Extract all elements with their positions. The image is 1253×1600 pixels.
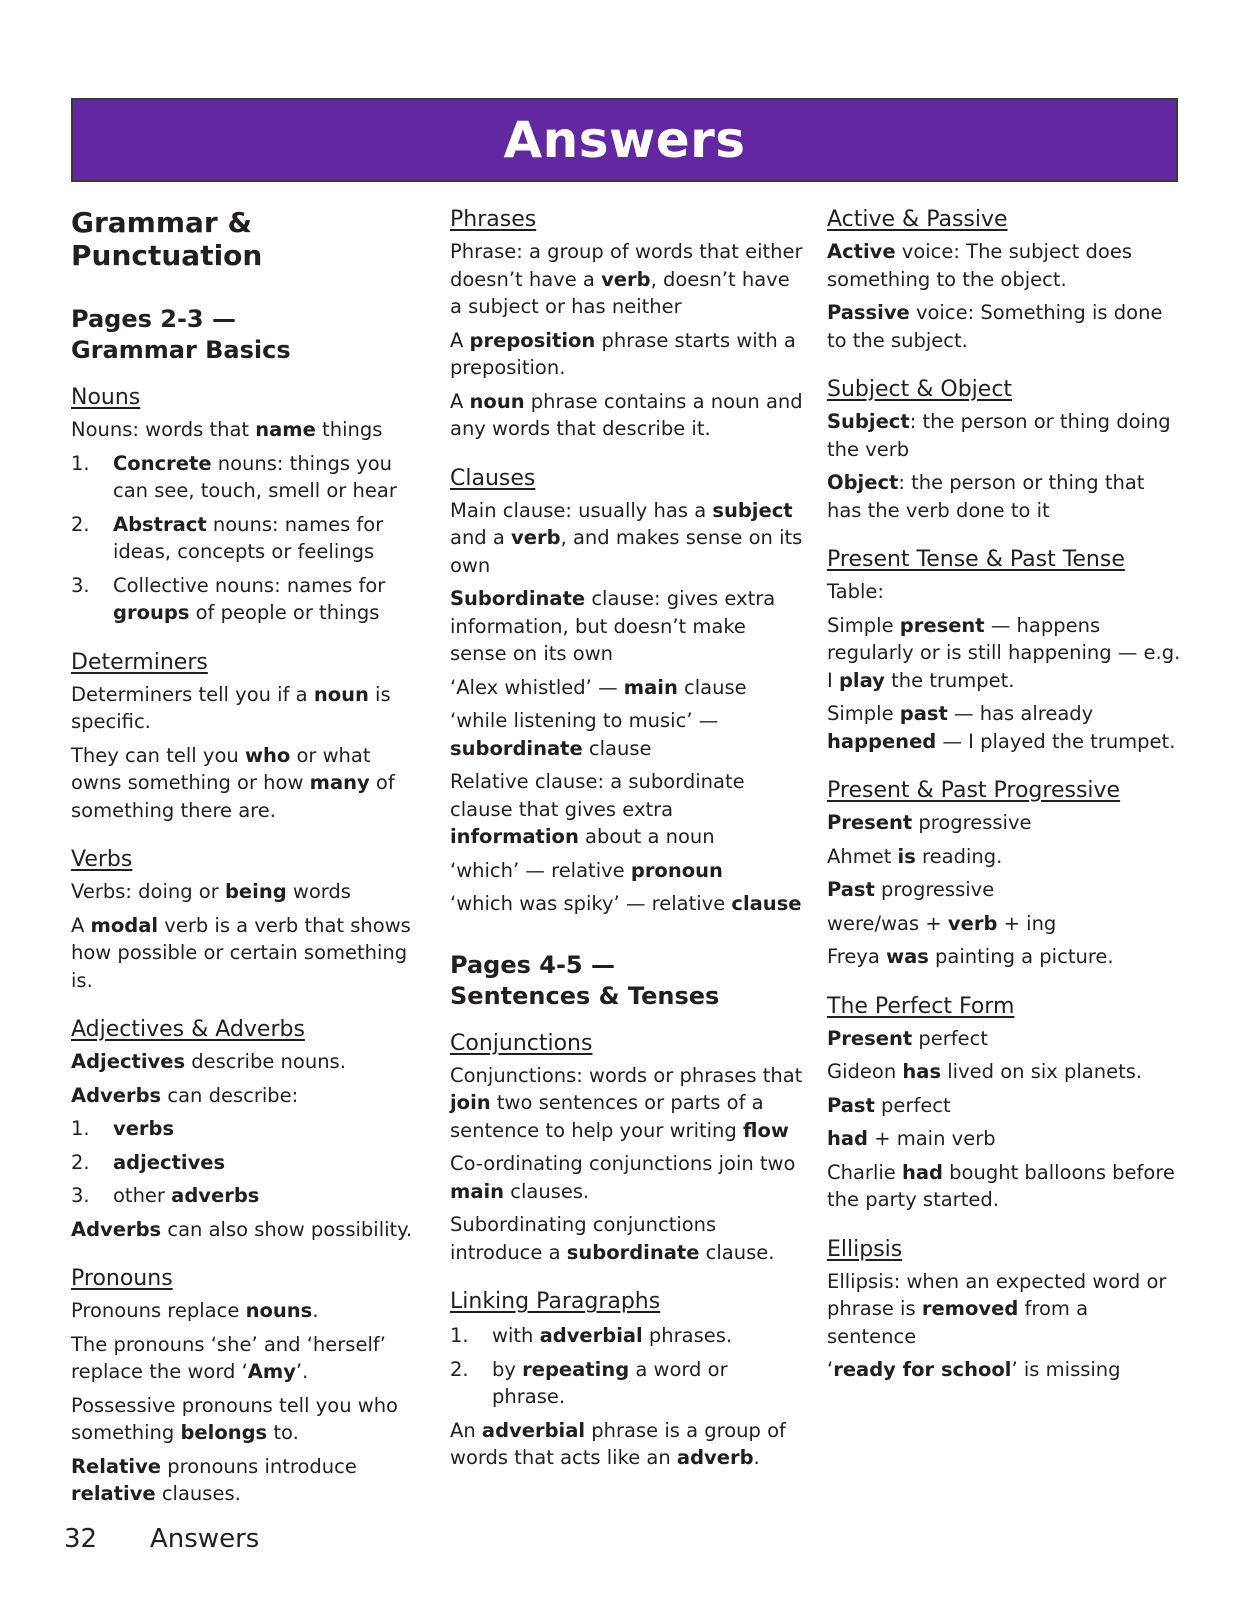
list-item: 2. Abstract nouns: names for ideas, concepts or feelings — [71, 512, 384, 563]
conjunctions-text: Subordinating conjunctions introduce a subordinate clause. — [450, 1213, 775, 1264]
tense-text: Table: — [827, 580, 884, 603]
clauses-text: ‘which was spiky’ — relative clause — [450, 892, 802, 915]
clauses-text: ‘while listening to music’ — subordinate clause — [450, 709, 719, 760]
determiners-text: They can tell you who or what owns something or how many of something there are. — [71, 743, 395, 822]
pronouns-text: Relative pronouns introduce relative clauses. — [71, 1454, 357, 1505]
tense-text: Simple present — happens regularly or is still happening — e.g. I play the trumpet. — [827, 613, 1181, 692]
progressive-text: Ahmet is reading. — [827, 844, 1003, 868]
list-item: 2. adjectives — [71, 1150, 226, 1174]
conjunctions-text: Conjunctions: words or phrases that join two sentences or parts of a sentence to help your writing flow — [450, 1063, 803, 1142]
subject-object-text: Subject: the person or thing doing the verb — [827, 410, 1171, 461]
heading-adjectives-adverbs: Adjectives & Adverbs — [71, 1017, 305, 1042]
page-title-sentences-tenses: Pages 4-5 — Sentences & Tenses — [450, 950, 720, 1010]
list-item: 1. with adverbial phrases. — [450, 1324, 733, 1347]
section-title: Grammar & Punctuation — [71, 206, 263, 272]
heading-nouns: Nouns — [71, 385, 141, 410]
clauses-text: Relative clause: a subordinate clause that gives extra information about a noun — [450, 770, 745, 848]
perfect-text: Charlie had bought balloons before the party started. — [827, 1160, 1175, 1211]
adverbs-list — [71, 1115, 421, 1210]
list-item: 3. Collective nouns: names for groups of people or things — [71, 573, 386, 624]
active-passive-text: Active voice: The subject does something to the object. — [827, 240, 1132, 291]
clauses-text: Subordinate clause: gives extra information, but doesn’t make sense on its own — [450, 587, 776, 665]
footer-label: Answers — [150, 1524, 260, 1554]
heading-determiners: Determiners — [71, 649, 208, 675]
nouns-intro: Nouns: words that name things — [71, 418, 383, 441]
page-footer — [64, 1523, 259, 1555]
list-item: 1. verbs — [71, 1117, 175, 1140]
conjunctions-text: Co-ordinating conjunctions join two main clauses. — [450, 1152, 796, 1203]
answers-banner — [71, 98, 1178, 182]
heading-ellipsis: Ellipsis — [827, 1236, 903, 1262]
ellipsis-text: Ellipsis: when an expected word or phrase is removed from a sentence — [827, 1269, 1167, 1348]
determiners-text: Determiners tell you if a noun is specific. — [71, 682, 391, 733]
heading-linking-paragraphs: Linking Paragraphs — [450, 1289, 661, 1314]
list-item: 3. other adverbs — [71, 1184, 260, 1207]
page-number: 32 — [64, 1524, 98, 1554]
column-2 — [450, 206, 805, 1472]
clauses-text: ‘which’ — relative pronoun — [450, 858, 723, 882]
active-passive-text: Passive voice: Something is done to the subject. — [827, 301, 1163, 352]
nouns-list — [71, 450, 421, 627]
page-title-grammar-basics: Pages 2-3 — Grammar Basics — [71, 305, 291, 364]
perfect-text: Gideon has lived on six planets. — [827, 1060, 1143, 1083]
heading-clauses: Clauses — [450, 465, 536, 491]
pronouns-text: The pronouns ‘she’ and ‘herself’ replace the word ‘Amy’. — [71, 1332, 386, 1383]
pronouns-text: Pronouns replace nouns. — [71, 1299, 319, 1322]
list-item: 1. Concrete nouns: things you can see, touch, smell or hear — [71, 451, 397, 502]
progressive-text: Present progressive — [827, 811, 1032, 834]
phrases-text: A preposition phrase starts with a preposition. — [450, 328, 796, 379]
adj-adv-text: Adjectives describe nouns. — [71, 1050, 346, 1073]
subject-object-text: Object: the person or thing that has the verb done to it — [827, 471, 1145, 522]
progressive-text: were/was + verb + ing — [827, 911, 1057, 935]
pronouns-text: Possessive pronouns tell you who something belongs to. — [71, 1393, 398, 1444]
banner-title: Answers — [503, 111, 746, 169]
adj-adv-text: Adverbs can describe: — [71, 1083, 299, 1107]
heading-pronouns: Pronouns — [71, 1266, 173, 1291]
heading-subject-object: Subject & Object — [827, 377, 1013, 402]
heading-tense: Present Tense & Past Tense — [827, 547, 1125, 572]
perfect-text: Past perfect — [827, 1093, 951, 1117]
progressive-text: Freya was painting a picture. — [827, 945, 1114, 968]
adj-adv-text: Adverbs can also show possibility. — [71, 1217, 413, 1241]
clauses-text: Main clause: usually has a subject and a verb, and makes sense on its own — [450, 498, 803, 577]
verbs-text: A modal verb is a verb that shows how possible or certain something is. — [71, 913, 411, 992]
heading-progressive: Present & Past Progressive — [827, 778, 1121, 803]
heading-conjunctions: Conjunctions — [450, 1030, 593, 1056]
ellipsis-text: ‘ready for school’ is missing — [827, 1358, 1121, 1381]
list-item: 2. by repeating a word or phrase. — [450, 1357, 728, 1408]
verbs-text: Verbs: doing or being words — [71, 880, 351, 903]
tense-text: Simple past — has already happened — I played the trumpet. — [827, 702, 1176, 753]
clauses-text: ‘Alex whistled’ — main clause — [450, 675, 747, 699]
perfect-text: Present perfect — [827, 1026, 988, 1050]
heading-active-passive: Active & Passive — [827, 207, 1008, 232]
heading-perfect-form: The Perfect Form — [827, 993, 1015, 1019]
linking-text: An adverbial phrase is a group of words that acts like an adverb. — [450, 1418, 786, 1469]
progressive-text: Past progressive — [827, 878, 995, 901]
linking-list — [450, 1322, 805, 1411]
heading-verbs: Verbs — [71, 847, 133, 872]
perfect-text: had + main verb — [827, 1127, 996, 1150]
column-1 — [71, 206, 421, 1508]
phrases-text: Phrase: a group of words that either doesn’t have a verb, doesn’t have a subject or has neither — [450, 240, 803, 318]
phrases-text: A noun phrase contains a noun and any words that describe it. — [450, 389, 803, 440]
column-3 — [827, 206, 1183, 1384]
heading-phrases: Phrases — [450, 207, 537, 232]
